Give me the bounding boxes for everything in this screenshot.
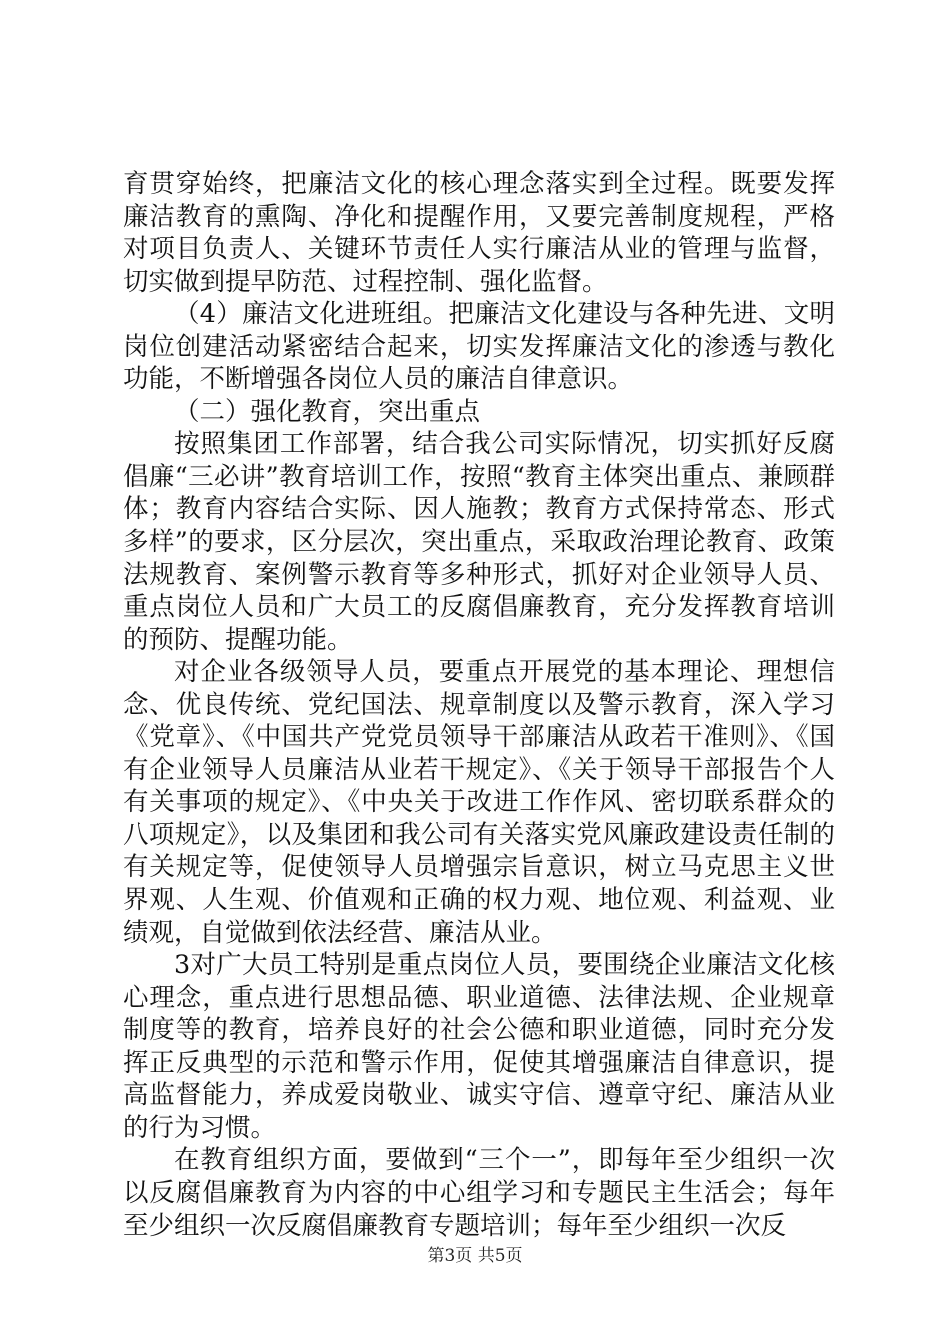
paragraph: 3对广大员工特别是重点岗位人员，要围绕企业廉洁文化核心理念，重点进行思想品德、职业道德、法律法规、企业规章制度等的教育，培养良好的社会公德和职业道德，同时充分发挥正反典型的示范和警示作用，促使其增强廉洁自律意识，提高监督能力，养成爱岗敬业、诚实守信、遵章守纪、廉洁从业的行为习惯。 xyxy=(123,950,835,1143)
page-number-label: 第3页 共5页 xyxy=(427,1246,523,1266)
document-body xyxy=(123,168,835,1242)
page-footer xyxy=(0,1241,950,1266)
paragraph: 在教育组织方面，要做到“三个一”，即每年至少组织一次以反腐倡廉教育为内容的中心组学习和专题民主生活会；每年至少组织一次反腐倡廉教育专题培训；每年至少组织一次反 xyxy=(123,1145,835,1241)
paragraph: 按照集团工作部署，结合我公司实际情况，切实抓好反腐倡廉“三必讲”教育培训工作，按照“教育主体突出重点、兼顾群体；教育内容结合实际、因人施教；教育方式保持常态、形式多样”的要求，区分层次，突出重点，采取政治理论教育、政策法规教育、案例警示教育等多种形式，抓好对企业领导人员、重点岗位人员和广大员工的反腐倡廉教育，充分发挥教育培训的预防、提醒功能。 xyxy=(123,429,835,655)
section-heading: （二）强化教育，突出重点 xyxy=(174,396,481,427)
paragraph: 育贯穿始终，把廉洁文化的核心理念落实到全过程。既要发挥廉洁教育的熏陶、净化和提醒作用，又要完善制度规程，严格对项目负责人、关键环节责任人实行廉洁从业的管理与监督，切实做到提早防范、过程控制、强化监督。 xyxy=(123,169,835,297)
paragraph: 对企业各级领导人员，要重点开展党的基本理论、理想信念、优良传统、党纪国法、规章制度以及警示教育，深入学习《党章》、《中国共产党党员领导干部廉洁从政若干准则》、《国有企业领导人员廉洁从业若干规定》、《关于领导干部报告个人有关事项的规定》、《中央关于改进工作作风、密切联系群众的八项规定》，以及集团和我公司有关落实党风廉政建设责任制的有关规定等，促使领导人员增强宗旨意识，树立马克思主义世界观、人生观、价值观和正确的权力观、地位观、利益观、业绩观，自觉做到依法经营、廉洁从业。 xyxy=(123,657,835,948)
paragraph: （4）廉洁文化进班组。把廉洁文化建设与各种先进、文明岗位创建活动紧密结合起来，切实发挥廉洁文化的渗透与教化功能，不断增强各岗位人员的廉洁自律意识。 xyxy=(123,299,835,395)
